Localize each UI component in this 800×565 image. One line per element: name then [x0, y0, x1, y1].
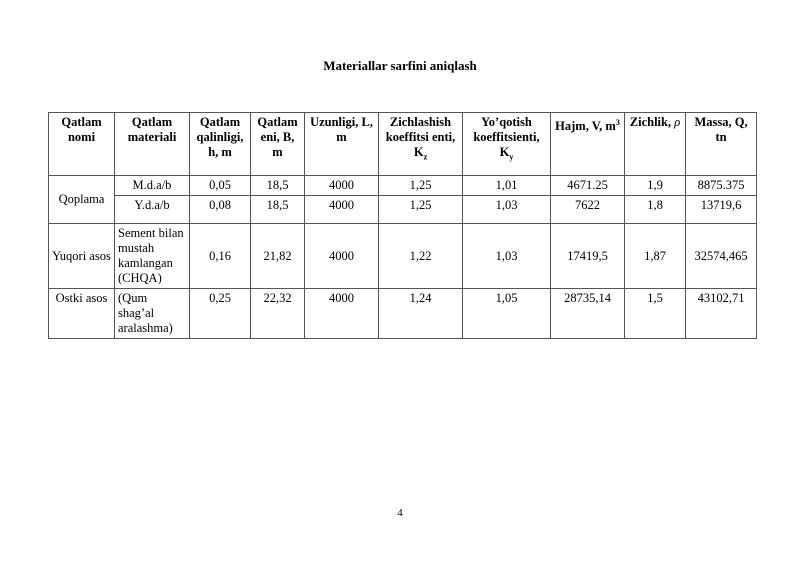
cell-length: 4000: [305, 196, 379, 224]
cell-mass: 13719,6: [686, 196, 757, 224]
layer-name-yuqori: Yuqori asos: [49, 224, 115, 289]
cell-volume: 4671.25: [551, 176, 625, 196]
cell-width: 18,5: [251, 196, 305, 224]
cell-thickness: 0,08: [190, 196, 251, 224]
materials-table: [48, 112, 757, 339]
cell-loss: 1,05: [463, 289, 551, 339]
layer-name-ostki: Ostki asos: [49, 289, 115, 339]
cell-thickness: 0,25: [190, 289, 251, 339]
cell-length: 4000: [305, 176, 379, 196]
table-row: [49, 176, 757, 196]
cell-density: 1,87: [625, 224, 686, 289]
page-number: 4: [397, 507, 403, 519]
cell-mass: 8875.375: [686, 176, 757, 196]
cell-volume: 17419,5: [551, 224, 625, 289]
header-width: Qatlam eni, B, m: [251, 113, 305, 176]
header-volume: Hajm, V, $m^3$: [551, 113, 625, 176]
header-density: Zichlik, ρ: [625, 113, 686, 176]
cell-density: 1,8: [625, 196, 686, 224]
cell-density: 1,5: [625, 289, 686, 339]
table-row: [49, 289, 757, 339]
layer-name-qoplama: Qoplama: [49, 176, 115, 224]
cell-material: Sement bilan mustah kamlangan (CHQA): [115, 224, 190, 289]
cell-material: M.d.a/b: [115, 176, 190, 196]
cell-material: Y.d.a/b: [115, 196, 190, 224]
cell-length: 4000: [305, 289, 379, 339]
cell-compaction: 1,22: [379, 224, 463, 289]
cell-mass: 43102,71: [686, 289, 757, 339]
table-row: [49, 224, 757, 289]
cell-volume: 7622: [551, 196, 625, 224]
cell-thickness: 0,05: [190, 176, 251, 196]
cell-width: 18,5: [251, 176, 305, 196]
header-row: [49, 113, 757, 176]
cell-width: 22,32: [251, 289, 305, 339]
header-layer-material: Qatlam materiali: [115, 113, 190, 176]
cell-compaction: 1,25: [379, 176, 463, 196]
header-thickness: Qatlam qalinligi, h, m: [190, 113, 251, 176]
cell-loss: 1,01: [463, 176, 551, 196]
cell-loss: 1,03: [463, 224, 551, 289]
header-loss-coef: Yo’qotish koeffitsienti, $K_y$: [463, 113, 551, 176]
header-length: Uzunligi, L, m: [305, 113, 379, 176]
cell-compaction: 1,25: [379, 196, 463, 224]
cell-volume: 28735,14: [551, 289, 625, 339]
page-title: Materiallar sarfini aniqlash: [323, 58, 477, 73]
header-compaction-coef: Zichlashish koeffitsi enti, $K_z$: [379, 113, 463, 176]
cell-loss: 1,03: [463, 196, 551, 224]
cell-thickness: 0,16: [190, 224, 251, 289]
header-mass: Massa, Q, tn: [686, 113, 757, 176]
cell-width: 21,82: [251, 224, 305, 289]
table-row: [49, 196, 757, 224]
cell-compaction: 1,24: [379, 289, 463, 339]
cell-length: 4000: [305, 224, 379, 289]
header-layer-name: Qatlam nomi: [49, 113, 115, 176]
cell-material: (Qum shag’al aralashma): [115, 289, 190, 339]
cell-density: 1,9: [625, 176, 686, 196]
cell-mass: 32574,465: [686, 224, 757, 289]
